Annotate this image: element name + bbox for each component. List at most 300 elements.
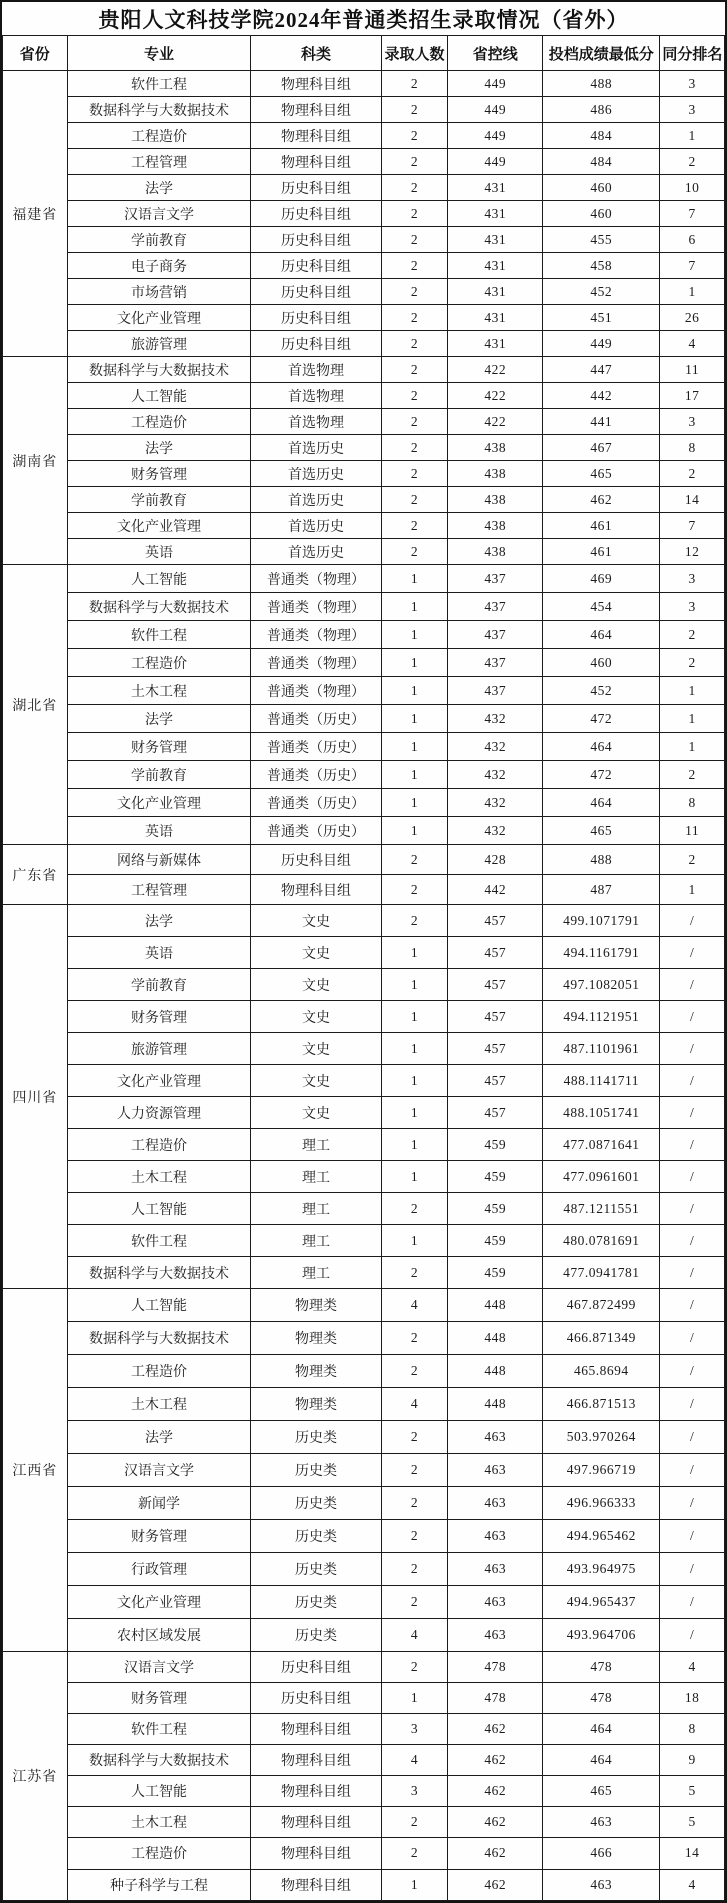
province-cell: 江西省 [3, 1289, 68, 1652]
cell-province-control-line: 422 [448, 357, 543, 383]
cell-major: 法学 [67, 435, 251, 461]
table-row [3, 201, 725, 227]
table-row [3, 513, 725, 539]
cell-admit-count: 2 [381, 201, 448, 227]
cell-same-score-rank: 7 [660, 513, 725, 539]
cell-subject-category: 物理科目组 [251, 123, 381, 149]
cell-subject-category: 文史 [251, 1065, 381, 1097]
cell-subject-category: 物理科目组 [251, 1869, 381, 1901]
cell-min-admission-score: 462 [543, 487, 660, 513]
cell-province-control-line: 442 [448, 875, 543, 905]
cell-same-score-rank: / [660, 1065, 725, 1097]
cell-subject-category: 历史类 [251, 1553, 381, 1586]
cell-admit-count: 1 [381, 593, 448, 621]
cell-min-admission-score: 465 [543, 1776, 660, 1807]
cell-subject-category: 理工 [251, 1161, 381, 1193]
cell-province-control-line: 463 [448, 1586, 543, 1619]
cell-province-control-line: 463 [448, 1553, 543, 1586]
cell-subject-category: 物理类 [251, 1289, 381, 1322]
cell-same-score-rank: 3 [660, 97, 725, 123]
cell-same-score-rank: 6 [660, 227, 725, 253]
table-row [3, 539, 725, 565]
cell-same-score-rank: 18 [660, 1683, 725, 1714]
cell-same-score-rank: / [660, 1161, 725, 1193]
cell-province-control-line: 449 [448, 71, 543, 97]
cell-min-admission-score: 447 [543, 357, 660, 383]
cell-admit-count: 2 [381, 409, 448, 435]
cell-province-control-line: 462 [448, 1714, 543, 1745]
cell-major: 英语 [67, 539, 251, 565]
cell-admit-count: 2 [381, 175, 448, 201]
cell-same-score-rank: 9 [660, 1745, 725, 1776]
cell-province-control-line: 422 [448, 383, 543, 409]
cell-same-score-rank: / [660, 1001, 725, 1033]
cell-province-control-line: 462 [448, 1838, 543, 1869]
cell-min-admission-score: 486 [543, 97, 660, 123]
cell-admit-count: 1 [381, 1225, 448, 1257]
cell-province-control-line: 432 [448, 789, 543, 817]
cell-province-control-line: 449 [448, 97, 543, 123]
table-row [3, 1520, 725, 1553]
cell-subject-category: 物理类 [251, 1388, 381, 1421]
cell-subject-category: 物理科目组 [251, 1838, 381, 1869]
cell-admit-count: 2 [381, 1421, 448, 1454]
cell-province-control-line: 437 [448, 649, 543, 677]
cell-major: 种子科学与工程 [67, 1869, 251, 1901]
cell-subject-category: 历史类 [251, 1454, 381, 1487]
table-row [3, 331, 725, 357]
cell-admit-count: 2 [381, 1193, 448, 1225]
table-row [3, 409, 725, 435]
column-header-cell-subject-category: 科类 [251, 36, 381, 71]
table-row [3, 1652, 725, 1683]
table-row [3, 175, 725, 201]
cell-major: 学前教育 [67, 487, 251, 513]
cell-admit-count: 2 [381, 1807, 448, 1838]
cell-subject-category: 首选历史 [251, 487, 381, 513]
cell-major: 土木工程 [67, 1161, 251, 1193]
cell-province-control-line: 478 [448, 1683, 543, 1714]
cell-admit-count: 2 [381, 1520, 448, 1553]
cell-same-score-rank: / [660, 1388, 725, 1421]
cell-province-control-line: 462 [448, 1869, 543, 1901]
cell-major: 学前教育 [67, 761, 251, 789]
cell-subject-category: 普通类（历史） [251, 789, 381, 817]
cell-province-control-line: 457 [448, 1001, 543, 1033]
cell-subject-category: 文史 [251, 1001, 381, 1033]
cell-major: 工程造价 [67, 409, 251, 435]
cell-province-control-line: 457 [448, 969, 543, 1001]
cell-admit-count: 2 [381, 845, 448, 875]
cell-major: 汉语言文学 [67, 1652, 251, 1683]
cell-subject-category: 首选历史 [251, 435, 381, 461]
cell-subject-category: 理工 [251, 1129, 381, 1161]
table-row [3, 761, 725, 789]
cell-same-score-rank: 3 [660, 409, 725, 435]
cell-subject-category: 普通类（物理） [251, 677, 381, 705]
cell-subject-category: 首选历史 [251, 461, 381, 487]
cell-same-score-rank: 4 [660, 1652, 725, 1683]
cell-same-score-rank: 2 [660, 845, 725, 875]
table-header [3, 36, 725, 71]
cell-major: 英语 [67, 817, 251, 845]
table-row [3, 227, 725, 253]
cell-min-admission-score: 463 [543, 1807, 660, 1838]
cell-subject-category: 历史科目组 [251, 227, 381, 253]
cell-province-control-line: 437 [448, 677, 543, 705]
cell-same-score-rank: 3 [660, 565, 725, 593]
cell-subject-category: 历史科目组 [251, 175, 381, 201]
cell-same-score-rank: / [660, 1129, 725, 1161]
cell-major: 工程管理 [67, 875, 251, 905]
table-row [3, 1225, 725, 1257]
table-row [3, 123, 725, 149]
table-row [3, 383, 725, 409]
cell-min-admission-score: 452 [543, 279, 660, 305]
cell-province-control-line: 459 [448, 1193, 543, 1225]
cell-min-admission-score: 464 [543, 1745, 660, 1776]
cell-province-control-line: 431 [448, 305, 543, 331]
cell-subject-category: 普通类（物理） [251, 621, 381, 649]
table-row [3, 487, 725, 513]
cell-major: 数据科学与大数据技术 [67, 97, 251, 123]
cell-admit-count: 1 [381, 1097, 448, 1129]
cell-admit-count: 1 [381, 761, 448, 789]
cell-admit-count: 2 [381, 331, 448, 357]
cell-subject-category: 文史 [251, 1033, 381, 1065]
cell-major: 数据科学与大数据技术 [67, 593, 251, 621]
table-row [3, 1714, 725, 1745]
cell-min-admission-score: 460 [543, 175, 660, 201]
table-row [3, 97, 725, 123]
province-cell: 广东省 [3, 845, 68, 905]
cell-same-score-rank: 2 [660, 649, 725, 677]
cell-province-control-line: 457 [448, 905, 543, 937]
cell-min-admission-score: 480.0781691 [543, 1225, 660, 1257]
cell-province-control-line: 438 [448, 539, 543, 565]
cell-province-control-line: 431 [448, 201, 543, 227]
cell-major: 工程造价 [67, 1838, 251, 1869]
cell-min-admission-score: 488.1141711 [543, 1065, 660, 1097]
cell-major: 学前教育 [67, 227, 251, 253]
cell-major: 软件工程 [67, 71, 251, 97]
cell-min-admission-score: 487.1211551 [543, 1193, 660, 1225]
cell-major: 数据科学与大数据技术 [67, 1745, 251, 1776]
table-row [3, 305, 725, 331]
cell-subject-category: 文史 [251, 937, 381, 969]
cell-major: 财务管理 [67, 1520, 251, 1553]
cell-min-admission-score: 494.965437 [543, 1586, 660, 1619]
cell-admit-count: 2 [381, 149, 448, 175]
cell-admit-count: 2 [381, 487, 448, 513]
cell-subject-category: 历史科目组 [251, 1652, 381, 1683]
cell-min-admission-score: 467.872499 [543, 1289, 660, 1322]
cell-province-control-line: 438 [448, 435, 543, 461]
cell-min-admission-score: 464 [543, 1714, 660, 1745]
cell-same-score-rank: 4 [660, 331, 725, 357]
table-row [3, 1454, 725, 1487]
cell-min-admission-score: 466.871349 [543, 1322, 660, 1355]
cell-admit-count: 1 [381, 789, 448, 817]
province-cell: 江苏省 [3, 1652, 68, 1901]
table-row [3, 593, 725, 621]
cell-major: 人工智能 [67, 565, 251, 593]
cell-major: 人力资源管理 [67, 1097, 251, 1129]
cell-min-admission-score: 466.871513 [543, 1388, 660, 1421]
cell-province-control-line: 448 [448, 1388, 543, 1421]
cell-major: 工程造价 [67, 1355, 251, 1388]
table-row [3, 905, 725, 937]
cell-province-control-line: 432 [448, 733, 543, 761]
cell-same-score-rank: 5 [660, 1807, 725, 1838]
cell-admit-count: 2 [381, 305, 448, 331]
cell-min-admission-score: 441 [543, 409, 660, 435]
cell-same-score-rank: / [660, 1289, 725, 1322]
cell-same-score-rank: 12 [660, 539, 725, 565]
column-header-cell-admit-count: 录取人数 [381, 36, 448, 71]
cell-min-admission-score: 451 [543, 305, 660, 331]
cell-subject-category: 历史科目组 [251, 1683, 381, 1714]
table-row [3, 1001, 725, 1033]
cell-same-score-rank: / [660, 1520, 725, 1553]
cell-admit-count: 1 [381, 649, 448, 677]
cell-same-score-rank: 1 [660, 705, 725, 733]
table-row [3, 1257, 725, 1289]
province-cell: 湖南省 [3, 357, 68, 565]
table-row [3, 1033, 725, 1065]
cell-major: 工程管理 [67, 149, 251, 175]
cell-same-score-rank: / [660, 1322, 725, 1355]
cell-province-control-line: 462 [448, 1807, 543, 1838]
cell-min-admission-score: 496.966333 [543, 1487, 660, 1520]
table-row [3, 1193, 725, 1225]
cell-major: 农村区域发展 [67, 1619, 251, 1652]
cell-subject-category: 普通类（物理） [251, 593, 381, 621]
table-row [3, 1388, 725, 1421]
cell-admit-count: 2 [381, 1322, 448, 1355]
cell-province-control-line: 431 [448, 331, 543, 357]
cell-min-admission-score: 488 [543, 845, 660, 875]
cell-min-admission-score: 493.964975 [543, 1553, 660, 1586]
cell-min-admission-score: 472 [543, 761, 660, 789]
cell-same-score-rank: 17 [660, 383, 725, 409]
table-row [3, 937, 725, 969]
cell-major: 人工智能 [67, 1193, 251, 1225]
cell-province-control-line: 431 [448, 279, 543, 305]
cell-subject-category: 物理科目组 [251, 1776, 381, 1807]
cell-min-admission-score: 452 [543, 677, 660, 705]
cell-same-score-rank: / [660, 1033, 725, 1065]
cell-min-admission-score: 465 [543, 817, 660, 845]
cell-admit-count: 1 [381, 1001, 448, 1033]
table-row [3, 1838, 725, 1869]
cell-admit-count: 4 [381, 1745, 448, 1776]
cell-admit-count: 3 [381, 1714, 448, 1745]
cell-min-admission-score: 460 [543, 201, 660, 227]
cell-province-control-line: 428 [448, 845, 543, 875]
cell-major: 财务管理 [67, 733, 251, 761]
cell-province-control-line: 463 [448, 1487, 543, 1520]
cell-major: 土木工程 [67, 677, 251, 705]
cell-admit-count: 2 [381, 1838, 448, 1869]
cell-same-score-rank: 14 [660, 487, 725, 513]
table-row [3, 279, 725, 305]
cell-major: 法学 [67, 705, 251, 733]
cell-min-admission-score: 465 [543, 461, 660, 487]
cell-admit-count: 2 [381, 357, 448, 383]
cell-major: 财务管理 [67, 1683, 251, 1714]
cell-province-control-line: 449 [448, 123, 543, 149]
table-row [3, 1289, 725, 1322]
cell-admit-count: 1 [381, 621, 448, 649]
cell-same-score-rank: 1 [660, 677, 725, 705]
cell-admit-count: 4 [381, 1289, 448, 1322]
table-row [3, 71, 725, 97]
cell-same-score-rank: / [660, 1097, 725, 1129]
cell-same-score-rank: / [660, 937, 725, 969]
column-header-cell-min-admission-score: 投档成绩最低分 [543, 36, 660, 71]
cell-min-admission-score: 449 [543, 331, 660, 357]
cell-major: 市场营销 [67, 279, 251, 305]
table-row [3, 733, 725, 761]
cell-same-score-rank: 3 [660, 593, 725, 621]
cell-admit-count: 1 [381, 1869, 448, 1901]
cell-province-control-line: 431 [448, 175, 543, 201]
cell-same-score-rank: 1 [660, 279, 725, 305]
cell-same-score-rank: / [660, 1454, 725, 1487]
cell-admit-count: 2 [381, 539, 448, 565]
cell-admit-count: 1 [381, 1033, 448, 1065]
cell-province-control-line: 459 [448, 1161, 543, 1193]
table-row [3, 1807, 725, 1838]
cell-province-control-line: 432 [448, 817, 543, 845]
cell-same-score-rank: 1 [660, 733, 725, 761]
cell-same-score-rank: 8 [660, 435, 725, 461]
table-row [3, 1129, 725, 1161]
cell-same-score-rank: 2 [660, 461, 725, 487]
table-body [3, 71, 725, 1901]
cell-subject-category: 理工 [251, 1257, 381, 1289]
cell-admit-count: 2 [381, 905, 448, 937]
cell-province-control-line: 459 [448, 1129, 543, 1161]
table-row [3, 677, 725, 705]
cell-province-control-line: 437 [448, 593, 543, 621]
column-header-cell-province: 省份 [3, 36, 68, 71]
cell-subject-category: 历史类 [251, 1421, 381, 1454]
cell-same-score-rank: 10 [660, 175, 725, 201]
cell-subject-category: 物理类 [251, 1355, 381, 1388]
cell-min-admission-score: 477.0961601 [543, 1161, 660, 1193]
cell-subject-category: 物理科目组 [251, 875, 381, 905]
cell-same-score-rank: 7 [660, 201, 725, 227]
cell-province-control-line: 462 [448, 1776, 543, 1807]
cell-same-score-rank: / [660, 1355, 725, 1388]
cell-min-admission-score: 488.1051741 [543, 1097, 660, 1129]
cell-subject-category: 普通类（物理） [251, 649, 381, 677]
cell-province-control-line: 432 [448, 705, 543, 733]
cell-same-score-rank: 1 [660, 875, 725, 905]
admissions-table [2, 35, 725, 1901]
cell-admit-count: 1 [381, 733, 448, 761]
cell-same-score-rank: / [660, 1193, 725, 1225]
cell-major: 软件工程 [67, 1225, 251, 1257]
cell-major: 文化产业管理 [67, 1586, 251, 1619]
cell-major: 文化产业管理 [67, 789, 251, 817]
cell-major: 土木工程 [67, 1807, 251, 1838]
cell-subject-category: 历史科目组 [251, 201, 381, 227]
cell-min-admission-score: 477.0941781 [543, 1257, 660, 1289]
cell-min-admission-score: 464 [543, 789, 660, 817]
cell-major: 财务管理 [67, 1001, 251, 1033]
cell-admit-count: 1 [381, 937, 448, 969]
cell-same-score-rank: / [660, 1586, 725, 1619]
cell-min-admission-score: 503.970264 [543, 1421, 660, 1454]
cell-major: 英语 [67, 937, 251, 969]
cell-min-admission-score: 464 [543, 733, 660, 761]
table-row [3, 817, 725, 845]
cell-same-score-rank: 1 [660, 123, 725, 149]
cell-subject-category: 历史类 [251, 1619, 381, 1652]
cell-min-admission-score: 466 [543, 1838, 660, 1869]
cell-min-admission-score: 464 [543, 621, 660, 649]
cell-province-control-line: 457 [448, 1065, 543, 1097]
cell-major: 汉语言文学 [67, 1454, 251, 1487]
cell-admit-count: 1 [381, 1161, 448, 1193]
cell-same-score-rank: 26 [660, 305, 725, 331]
cell-province-control-line: 438 [448, 461, 543, 487]
cell-subject-category: 理工 [251, 1225, 381, 1257]
cell-major: 工程造价 [67, 649, 251, 677]
cell-province-control-line: 448 [448, 1322, 543, 1355]
cell-major: 人工智能 [67, 383, 251, 409]
table-row [3, 1355, 725, 1388]
page-title: 贵阳人文科技学院2024年普通类招生录取情况（省外） [98, 7, 629, 32]
cell-major: 旅游管理 [67, 1033, 251, 1065]
cell-subject-category: 历史科目组 [251, 845, 381, 875]
cell-province-control-line: 438 [448, 513, 543, 539]
cell-min-admission-score: 469 [543, 565, 660, 593]
cell-min-admission-score: 463 [543, 1869, 660, 1901]
cell-subject-category: 文史 [251, 905, 381, 937]
table-row [3, 875, 725, 905]
cell-subject-category: 普通类（物理） [251, 565, 381, 593]
table-row [3, 1619, 725, 1652]
cell-province-control-line: 459 [448, 1257, 543, 1289]
cell-admit-count: 2 [381, 1586, 448, 1619]
table-row [3, 1869, 725, 1901]
cell-major: 旅游管理 [67, 331, 251, 357]
cell-admit-count: 2 [381, 461, 448, 487]
cell-same-score-rank: 8 [660, 1714, 725, 1745]
cell-subject-category: 普通类（历史） [251, 705, 381, 733]
cell-admit-count: 1 [381, 705, 448, 733]
cell-province-control-line: 463 [448, 1454, 543, 1487]
cell-province-control-line: 448 [448, 1289, 543, 1322]
cell-same-score-rank: / [660, 905, 725, 937]
cell-same-score-rank: / [660, 1619, 725, 1652]
cell-admit-count: 1 [381, 817, 448, 845]
cell-province-control-line: 478 [448, 1652, 543, 1683]
cell-province-control-line: 463 [448, 1421, 543, 1454]
cell-same-score-rank: / [660, 969, 725, 1001]
cell-major: 人工智能 [67, 1289, 251, 1322]
table-row [3, 1097, 725, 1129]
cell-admit-count: 2 [381, 1355, 448, 1388]
cell-same-score-rank: 2 [660, 761, 725, 789]
table-row [3, 1683, 725, 1714]
cell-subject-category: 普通类（历史） [251, 733, 381, 761]
cell-subject-category: 历史科目组 [251, 331, 381, 357]
